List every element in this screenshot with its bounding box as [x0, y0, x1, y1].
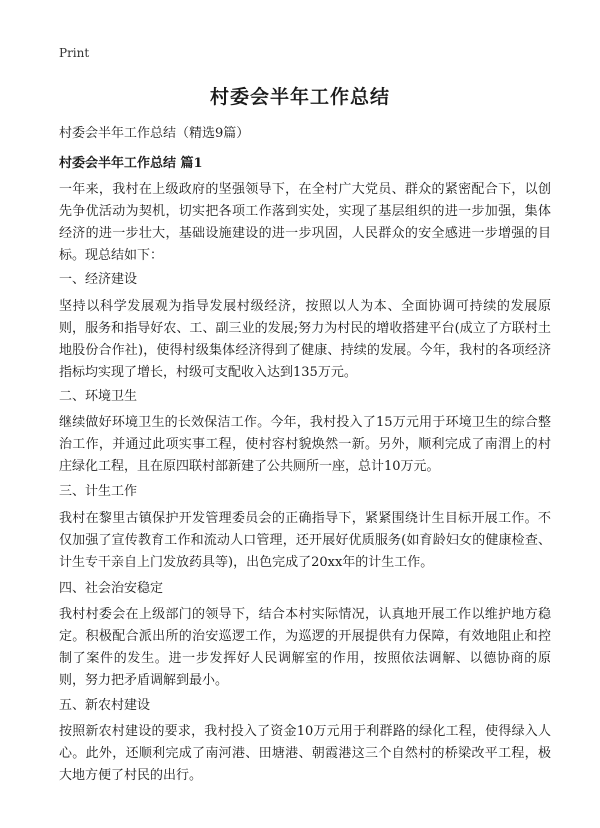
paragraph-economy: 坚持以科学发展观为指导发展村级经济，按照以人为本、全面协调可持续的发展原则，服务和指导好农、工、副三业的发展;努力为村民的增收搭建平台(成立了方联村土地股份合作社)，使得村级集体经济得到了健康、持续的发展。今年，我村的各项经济指标均实现了增长，村级可支配收入达到135万元。 [59, 299, 551, 380]
paragraph-family-planning: 我村在黎里古镇保护开发管理委员会的正确指导下，紧紧围绕计生目标开展工作。不仅加强了宣传教育工作和流动人口管理，还开展好优质服务(如育龄妇女的健康检查、计生专干亲自上门发放药具等)，出色完成了20xx年的计生工作。 [59, 511, 551, 570]
document-title: 村委会半年工作总结 [209, 86, 390, 108]
heading-environment: 二、环境卫生 [59, 389, 138, 404]
heading-new-countryside: 五、新农村建设 [59, 698, 151, 713]
paragraph-new-countryside: 按照新农村建设的要求，我村投入了资金10万元用于利群路的绿化工程，使得绿入人心。此外，还顺利完成了南河港、田塘港、朝霞港这三个自然村的桥梁改平工程，极大地方便了村民的出行。 [59, 724, 551, 783]
print-link[interactable]: Print [59, 46, 90, 60]
heading-public-security: 四、社会治安稳定 [59, 581, 164, 596]
heading-economy: 一、经济建设 [59, 272, 138, 287]
document-subtitle: 村委会半年工作总结（精选9篇） [59, 126, 250, 141]
section-title: 村委会半年工作总结 篇1 [59, 156, 203, 171]
intro-paragraph: 一年来，我村在上级政府的坚强领导下，在全村广大党员、群众的紧密配合下，以创先争优活动为契机，切实把各项工作落到实处，实现了基层组织的进一步加强，集体经济的进一步壮大，基础设施建设的进一步巩固，人民群众的安全感进一步增强的目标。现总结如下： [59, 182, 551, 263]
heading-family-planning: 三、计生工作 [59, 484, 138, 499]
paragraph-environment: 继续做好环境卫生的长效保洁工作。今年，我村投入了15万元用于环境卫生的综合整治工作，并通过此项实事工程，使村容村貌焕然一新。另外，顺利完成了南渭上的村庄绿化工程，且在原四联村部新建了公共厕所一座，总计10万元。 [59, 415, 551, 474]
paragraph-public-security: 我村村委会在上级部门的领导下，结合本村实际情况，认真地开展工作以维护地方稳定。积极配合派出所的治安巡逻工作，为巡逻的开展提供有力保障，有效地阻止和控制了案件的发生。进一步发挥好人民调解室的作用，按照依法调解、以德协商的原则，努力把矛盾调解到最小。 [59, 607, 551, 688]
